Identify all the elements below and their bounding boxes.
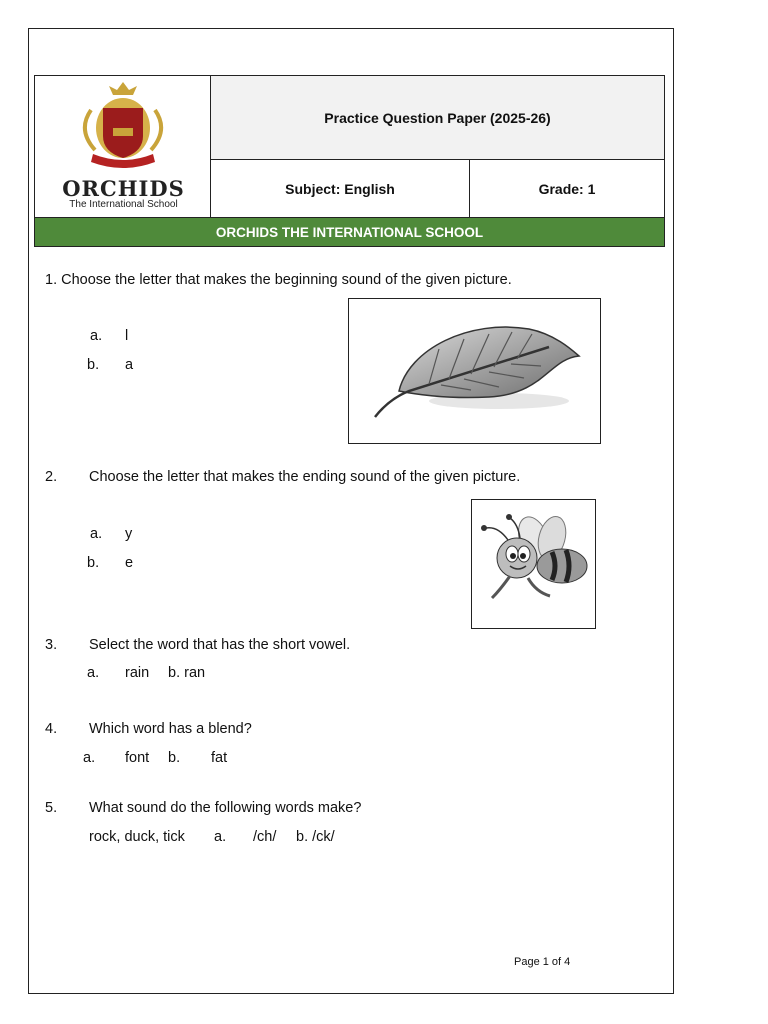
question-1-option-b-value: a (125, 357, 134, 373)
question-2-text: Choose the letter that makes the ending sound of the given picture. (89, 469, 521, 485)
question-2-option-a: a. (90, 526, 103, 542)
page-number: Page 1 of 4 (514, 956, 571, 968)
question-3-option-a: a. (87, 665, 100, 681)
question-3-number: 3. (45, 637, 58, 653)
subject-label: Subject: English (210, 159, 470, 218)
header-table (34, 75, 665, 247)
question-4-text: Which word has a blend? (89, 721, 252, 737)
question-5-option-a: a. (214, 829, 227, 845)
question-3-option-a-value: rain (125, 665, 150, 681)
question-5-text: What sound do the following words make? (89, 800, 362, 816)
school-logo (34, 75, 211, 218)
question-5-option-a-value: /ch/ (253, 829, 277, 845)
question-2-option-b-value: e (125, 555, 134, 571)
grade-label: Grade: 1 (469, 159, 665, 218)
leaf-picture (348, 298, 601, 444)
logo-tagline: The International School (69, 199, 178, 210)
question-3-option-b: b. ran (168, 665, 206, 681)
question-3-text: Select the word that has the short vowel. (89, 637, 351, 653)
question-2-number: 2. (45, 469, 58, 485)
school-banner: ORCHIDS THE INTERNATIONAL SCHOOL (34, 217, 665, 247)
bee-picture (471, 499, 596, 629)
leaf-icon (349, 299, 600, 443)
question-4-option-b-value: fat (211, 750, 228, 766)
question-4-number: 4. (45, 721, 58, 737)
question-1-option-a-value: l (125, 328, 129, 344)
school-crest-icon (73, 80, 173, 176)
question-5-words: rock, duck, tick (89, 829, 185, 845)
question-5-number: 5. (45, 800, 58, 816)
bee-icon (472, 500, 595, 628)
question-2-option-a-value: y (125, 526, 133, 542)
question-2-option-b: b. (87, 555, 100, 571)
question-1: 1. Choose the letter that makes the beginning sound of the given picture. (45, 272, 512, 288)
question-4-option-a: a. (83, 750, 96, 766)
question-4-option-a-value: font (125, 750, 150, 766)
question-4-option-b: b. (168, 750, 181, 766)
question-1-option-b: b. (87, 357, 100, 373)
question-5-option-b: b. /ck/ (296, 829, 335, 845)
logo-name: ORCHIDS (62, 176, 185, 201)
paper-title: Practice Question Paper (2025-26) (210, 75, 665, 160)
question-1-option-a: a. (90, 328, 103, 344)
